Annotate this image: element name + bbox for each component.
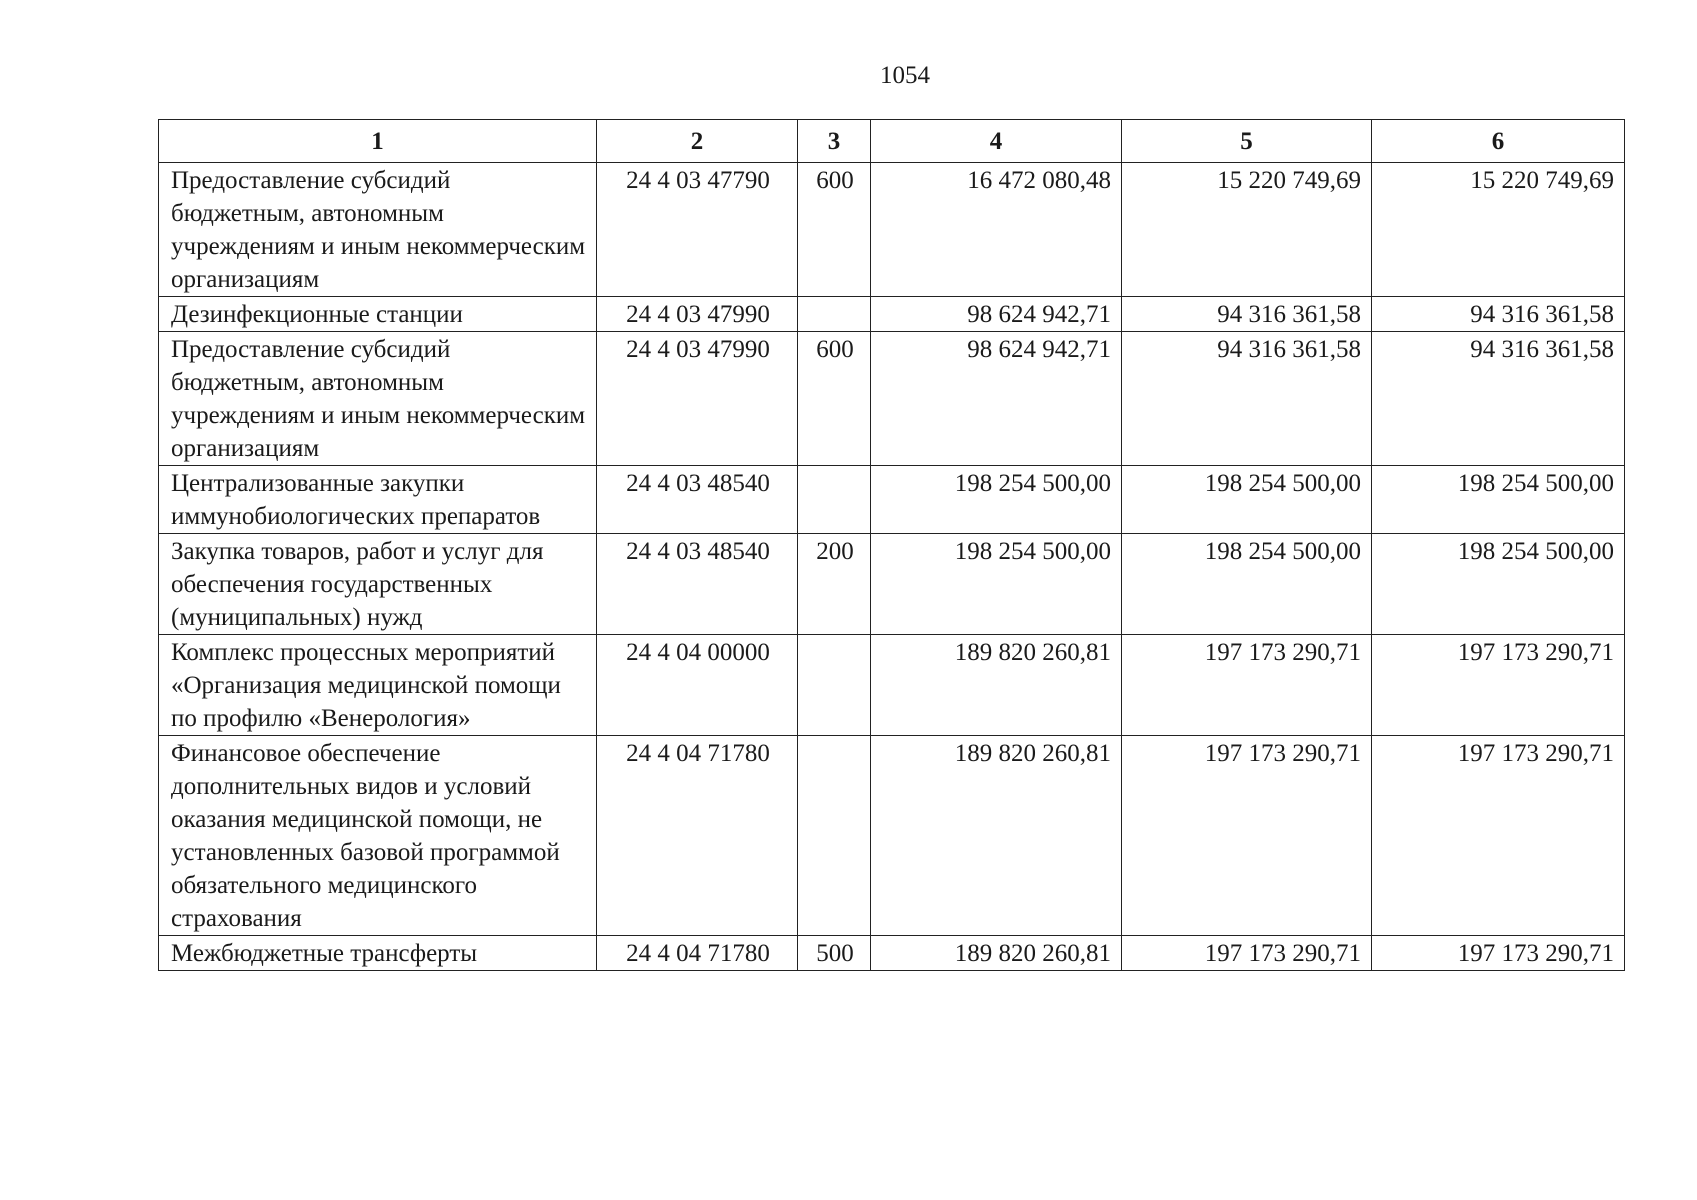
row-code-cell: 24 4 03 48540: [597, 466, 798, 534]
row-amount-5-cell: 198 254 500,00: [1122, 466, 1372, 534]
row-amount-6-cell: 94 316 361,58: [1372, 332, 1625, 466]
table-row: [159, 936, 1625, 971]
row-amount-6-cell: 198 254 500,00: [1372, 534, 1625, 635]
row-amount-5-cell: 197 173 290,71: [1122, 635, 1372, 736]
row-amount-6-cell: 197 173 290,71: [1372, 936, 1625, 971]
row-name-cell: Предоставление субсидий бюджетным, автономным учреждениям и иным некоммерческим организациям: [159, 332, 597, 466]
row-name-cell: Финансовое обеспечение дополнительных видов и условий оказания медицинской помощи, не установленных базовой программой обязательного медицинского страхования: [159, 736, 597, 936]
row-amount-5-cell: 94 316 361,58: [1122, 332, 1372, 466]
table-row: [159, 332, 1625, 466]
column-header-6: 6: [1372, 120, 1625, 163]
row-code-cell: 24 4 04 71780: [597, 936, 798, 971]
row-amount-4-cell: 198 254 500,00: [871, 466, 1122, 534]
row-code-cell: 24 4 03 47990: [597, 332, 798, 466]
row-code-cell: 24 4 04 00000: [597, 635, 798, 736]
row-amount-5-cell: 197 173 290,71: [1122, 936, 1372, 971]
row-name-cell: Предоставление субсидий бюджетным, автономным учреждениям и иным некоммерческим организациям: [159, 163, 597, 297]
table-row: [159, 466, 1625, 534]
table-row: [159, 297, 1625, 332]
row-amount-6-cell: 94 316 361,58: [1372, 297, 1625, 332]
page-number: 1054: [880, 62, 930, 89]
row-amount-4-cell: 189 820 260,81: [871, 736, 1122, 936]
row-amount-5-cell: 198 254 500,00: [1122, 534, 1372, 635]
row-amount-4-cell: 98 624 942,71: [871, 332, 1122, 466]
column-header-2: 2: [597, 120, 798, 163]
row-amount-4-cell: 16 472 080,48: [871, 163, 1122, 297]
row-amount-6-cell: 197 173 290,71: [1372, 635, 1625, 736]
row-expense-type-cell: [798, 297, 871, 332]
row-expense-type-cell: [798, 466, 871, 534]
table-header-row: [159, 120, 1625, 163]
row-amount-4-cell: 189 820 260,81: [871, 936, 1122, 971]
row-code-cell: 24 4 03 47990: [597, 297, 798, 332]
row-amount-4-cell: 98 624 942,71: [871, 297, 1122, 332]
row-expense-type-cell: 200: [798, 534, 871, 635]
budget-table: [158, 119, 1625, 971]
column-header-5: 5: [1122, 120, 1372, 163]
table-row: [159, 534, 1625, 635]
table-row: [159, 635, 1625, 736]
row-amount-5-cell: 197 173 290,71: [1122, 736, 1372, 936]
row-name-cell: Дезинфекционные станции: [159, 297, 597, 332]
row-amount-4-cell: 198 254 500,00: [871, 534, 1122, 635]
row-amount-6-cell: 197 173 290,71: [1372, 736, 1625, 936]
row-code-cell: 24 4 04 71780: [597, 736, 798, 936]
row-expense-type-cell: 500: [798, 936, 871, 971]
row-amount-6-cell: 198 254 500,00: [1372, 466, 1625, 534]
row-name-cell: Комплекс процессных мероприятий «Организация медицинской помощи по профилю «Венерология»: [159, 635, 597, 736]
column-header-4: 4: [871, 120, 1122, 163]
row-name-cell: Межбюджетные трансферты: [159, 936, 597, 971]
row-expense-type-cell: [798, 736, 871, 936]
column-header-1: 1: [159, 120, 597, 163]
row-amount-5-cell: 94 316 361,58: [1122, 297, 1372, 332]
row-name-cell: Централизованные закупки иммунобиологических препаратов: [159, 466, 597, 534]
table-row: [159, 163, 1625, 297]
row-code-cell: 24 4 03 48540: [597, 534, 798, 635]
row-expense-type-cell: 600: [798, 332, 871, 466]
row-code-cell: 24 4 03 47790: [597, 163, 798, 297]
row-amount-5-cell: 15 220 749,69: [1122, 163, 1372, 297]
column-header-3: 3: [798, 120, 871, 163]
row-amount-6-cell: 15 220 749,69: [1372, 163, 1625, 297]
row-expense-type-cell: 600: [798, 163, 871, 297]
row-expense-type-cell: [798, 635, 871, 736]
row-name-cell: Закупка товаров, работ и услуг для обеспечения государственных (муниципальных) нужд: [159, 534, 597, 635]
table-row: [159, 736, 1625, 936]
row-amount-4-cell: 189 820 260,81: [871, 635, 1122, 736]
